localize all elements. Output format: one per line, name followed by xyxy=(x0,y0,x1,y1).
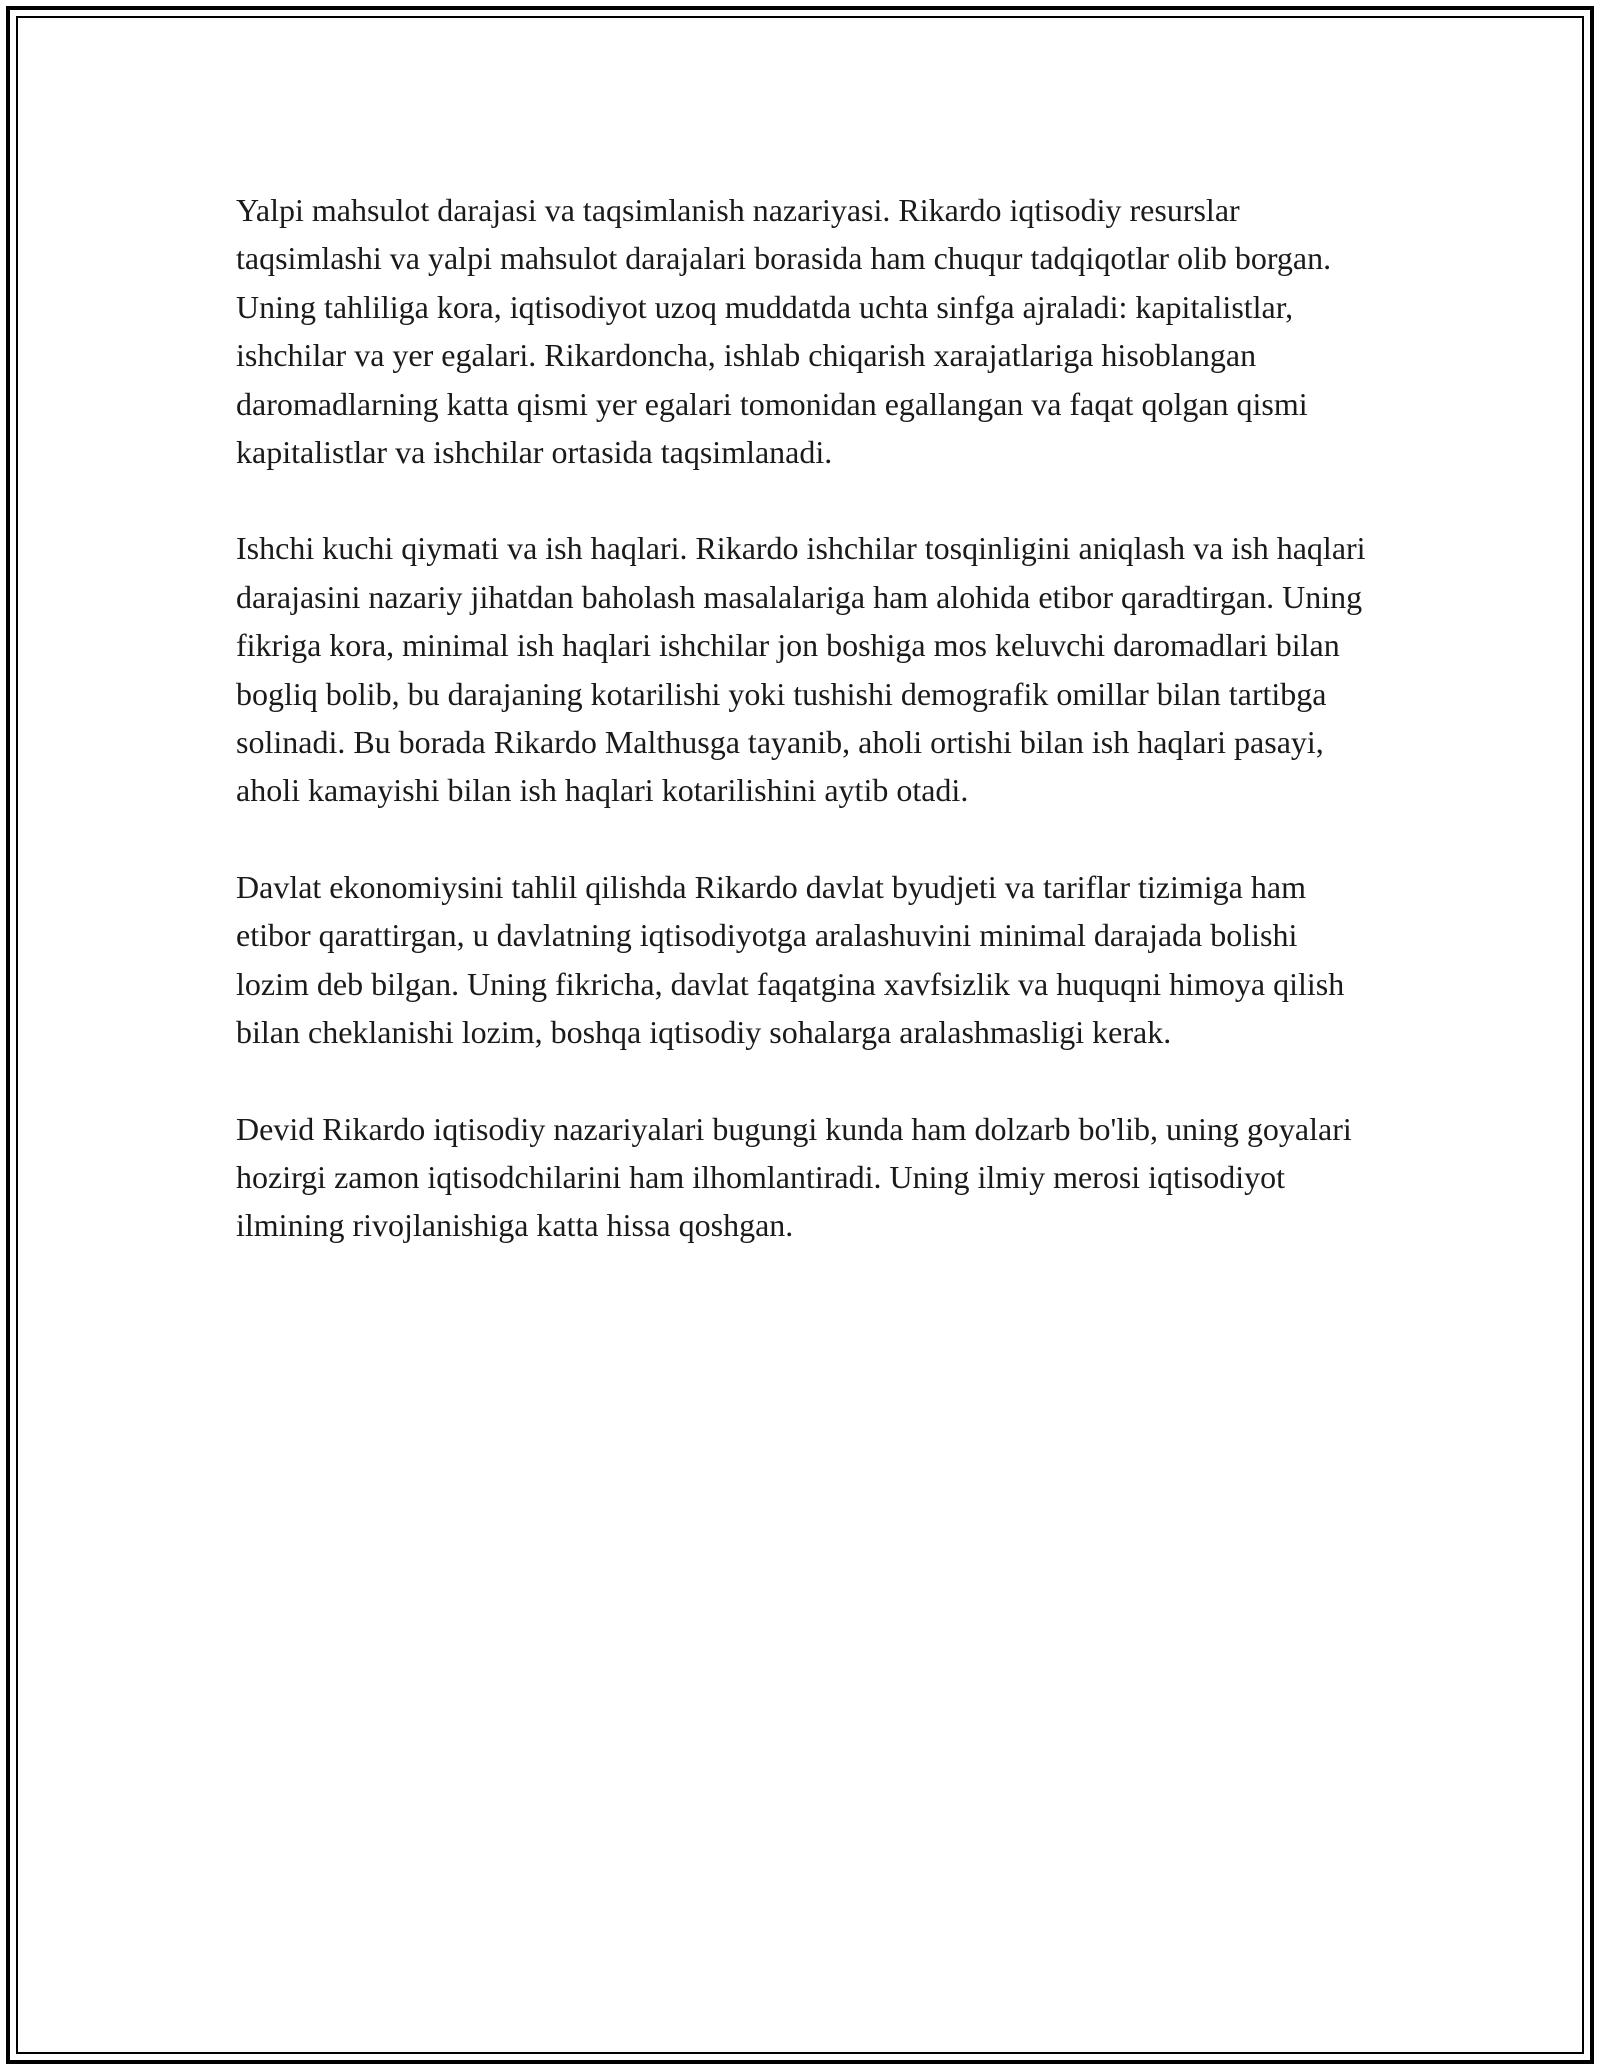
paragraph-4: Devid Rikardo iqtisodiy nazariyalari bugungi kunda ham dolzarb bo'lib, uning goyalari hozirgi zamon iqtisodchilarini ham ilhomlantiradi. Uning ilmiy merosi iqtisodiyot ilmining rivojlanishiga katta hissa qoshgan. xyxy=(236,1110,1352,1244)
document-body xyxy=(236,186,1376,1298)
paragraph-3: Davlat ekonomiysini tahlil qilishda Rikardo davlat byudjeti va tariflar tizimiga ham etibor qarattirgan, u davlatning iqtisodiyotga aralashuvini minimal darajada bolishi lozim deb bilgan. Uning fikricha, davlat faqatgina xavfsizlik va huquqni himoya qilish bilan cheklanishi lozim, boshqa iqtisodiy sohalarga aralashmasligi kerak. xyxy=(236,868,1345,1051)
paragraph-2: Ishchi kuchi qiymati va ish haqlari. Rikardo ishchilar tosqinligini aniqlash va ish haqlari darajasini nazariy jihatdan baholash masalalariga ham alohida etibor qaradtirgan. Uning fikriga kora, minimal ish haqlari ishchilar jon boshiga mos keluvchi daromadlari bilan bogliq bolib, bu darajaning kotarilishi yoki tushishi demografik omillar bilan tartibga solinadi. Bu borada Rikardo Malthusga tayanib, aholi ortishi bilan ish haqlari pasayi, aholi kamayishi bilan ish haqlari kotarilishini aytib otadi. xyxy=(236,530,1366,809)
paragraph-1: Yalpi mahsulot darajasi va taqsimlanish nazariyasi. Rikardo iqtisodiy resurslar taqsimlashi va yalpi mahsulot darajalari borasida ham chuqur tadqiqotlar olib borgan. Uning tahliliga kora, iqtisodiyot uzoq muddatda uchta sinfga ajraladi: kapitalistlar, ishchilar va yer egalari. Rikardoncha, ishlab chiqarish xarajatlariga hisoblangan daromadlarning katta qismi yer egalari tomonidan egallangan va faqat qolgan qismi kapitalistlar va ishchilar ortasida taqsimlanadi. xyxy=(236,192,1332,471)
